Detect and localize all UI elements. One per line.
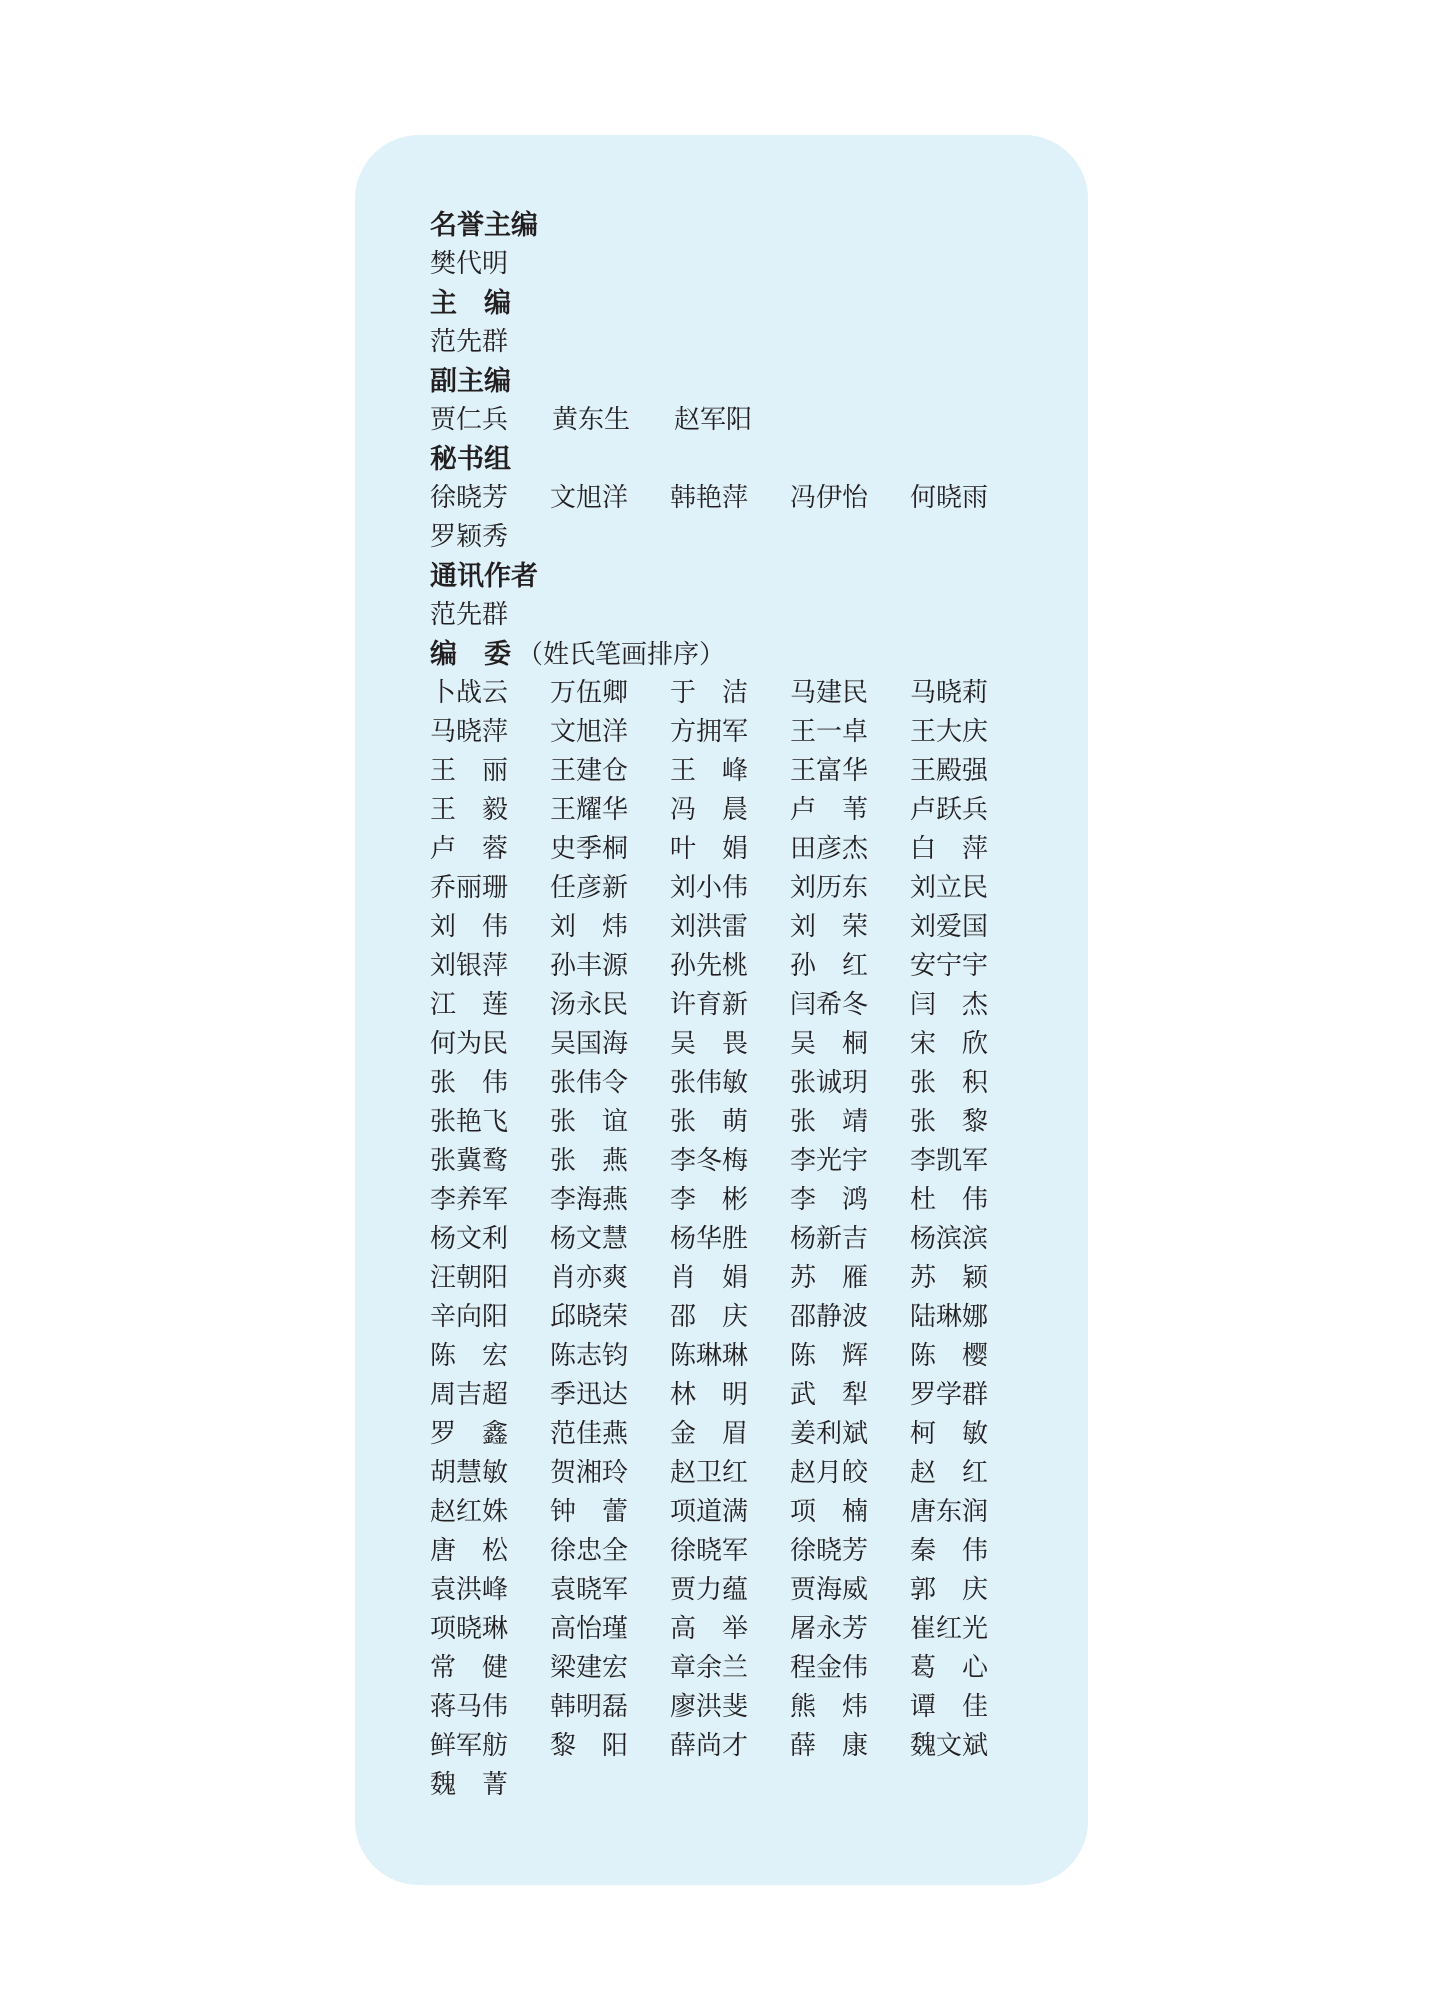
member-name: 陆琳娜 (910, 1302, 989, 1332)
member-name: 刘银萍 (430, 951, 509, 981)
member-name: 张诚玥 (790, 1068, 869, 1098)
member-name: 赵红姝 (430, 1497, 509, 1527)
member-name: 梁建宏 (550, 1653, 629, 1683)
member-name: 李 鸿 (790, 1185, 869, 1215)
member-name: 高 举 (670, 1614, 749, 1644)
name-row (430, 1532, 1030, 1571)
member-name: 张 燕 (550, 1146, 629, 1176)
member-name: 张艳飞 (430, 1107, 509, 1137)
member-name: 钟 蕾 (550, 1497, 629, 1527)
member-name: 章余兰 (670, 1653, 749, 1683)
member-name: 安宁宇 (910, 951, 989, 981)
section-heading (430, 284, 1030, 323)
member-name: 张 黎 (910, 1107, 989, 1137)
member-name: 薛 康 (790, 1731, 869, 1761)
member-name: 崔红光 (910, 1614, 989, 1644)
member-name: 袁晓军 (550, 1575, 629, 1605)
member-name: 陈 宏 (430, 1341, 509, 1371)
member-name: 杨新吉 (790, 1224, 869, 1254)
section-heading (430, 440, 1030, 479)
member-name: 徐忠全 (550, 1536, 629, 1566)
member-name: 王建仓 (550, 756, 629, 786)
member-name: 王大庆 (910, 717, 989, 747)
member-name: 邵静波 (790, 1302, 869, 1332)
member-name: 鲜军舫 (430, 1731, 509, 1761)
member-name: 卜战云 (430, 678, 509, 708)
member-name: 陈 辉 (790, 1341, 869, 1371)
member-name: 孙丰源 (550, 951, 629, 981)
section-title: 主 编 (430, 288, 511, 319)
member-name: 谭 佳 (910, 1692, 989, 1722)
member-name: 贾仁兵 (430, 405, 509, 435)
member-name: 方拥军 (670, 717, 749, 747)
member-name: 张 萌 (670, 1107, 749, 1137)
member-name: 何晓雨 (910, 483, 989, 513)
member-name: 肖 娟 (670, 1263, 749, 1293)
member-name: 范先群 (430, 600, 509, 630)
member-name: 刘小伟 (670, 873, 749, 903)
name-row (430, 1454, 1030, 1493)
member-name: 刘 荣 (790, 912, 869, 942)
member-name: 项 楠 (790, 1497, 869, 1527)
member-name: 李 彬 (670, 1185, 749, 1215)
name-row (430, 401, 1030, 440)
member-name: 蒋马伟 (430, 1692, 509, 1722)
name-row (430, 1649, 1030, 1688)
member-name: 何为民 (430, 1029, 509, 1059)
member-name: 葛 心 (910, 1653, 989, 1683)
member-name: 杨华胜 (670, 1224, 749, 1254)
name-row (430, 1688, 1030, 1727)
member-name: 李凯军 (910, 1146, 989, 1176)
name-row (430, 479, 1030, 518)
member-name: 周吉超 (430, 1380, 509, 1410)
member-name: 罗 鑫 (430, 1419, 509, 1449)
member-name: 刘爱国 (910, 912, 989, 942)
member-name: 王富华 (790, 756, 869, 786)
member-name: 贾力蕴 (670, 1575, 749, 1605)
section-title: 通讯作者 (430, 561, 538, 592)
section-title: 名誉主编 (430, 210, 538, 241)
member-name: 马晓莉 (910, 678, 989, 708)
member-name: 陈琳琳 (670, 1341, 749, 1371)
member-name: 吴 畏 (670, 1029, 749, 1059)
member-name: 项道满 (670, 1497, 749, 1527)
section-title: 编 委 (430, 639, 511, 670)
member-name: 李养军 (430, 1185, 509, 1215)
member-name: 张 谊 (550, 1107, 629, 1137)
member-name: 胡慧敏 (430, 1458, 509, 1488)
member-name: 韩艳萍 (670, 483, 749, 513)
member-name: 廖洪斐 (670, 1692, 749, 1722)
member-name: 李光宇 (790, 1146, 869, 1176)
member-name: 赵月皎 (790, 1458, 869, 1488)
name-row (430, 1766, 1030, 1805)
member-name: 贾海威 (790, 1575, 869, 1605)
member-name: 苏 雁 (790, 1263, 869, 1293)
member-name: 邱晓荣 (550, 1302, 629, 1332)
member-name: 金 眉 (670, 1419, 749, 1449)
name-row (430, 518, 1030, 557)
member-name: 张伟敏 (670, 1068, 749, 1098)
member-name: 贺湘玲 (550, 1458, 629, 1488)
member-name: 徐晓芳 (790, 1536, 869, 1566)
member-name: 汤永民 (550, 990, 629, 1020)
name-row (430, 830, 1030, 869)
member-name: 秦 伟 (910, 1536, 989, 1566)
member-name: 陈志钧 (550, 1341, 629, 1371)
section-title: 副主编 (430, 366, 511, 397)
name-row (430, 869, 1030, 908)
member-name: 刘 伟 (430, 912, 509, 942)
name-row (430, 1181, 1030, 1220)
member-name: 高怡瑾 (550, 1614, 629, 1644)
name-row (430, 1493, 1030, 1532)
member-name: 王 峰 (670, 756, 749, 786)
member-name: 吴 桐 (790, 1029, 869, 1059)
member-name: 杨文利 (430, 1224, 509, 1254)
member-name: 文旭洋 (550, 717, 629, 747)
member-name: 刘洪雷 (670, 912, 749, 942)
member-name: 徐晓芳 (430, 483, 509, 513)
member-name: 张 积 (910, 1068, 989, 1098)
member-name: 王殿强 (910, 756, 989, 786)
name-row (430, 1220, 1030, 1259)
member-name: 徐晓军 (670, 1536, 749, 1566)
member-name: 李海燕 (550, 1185, 629, 1215)
name-row (430, 1298, 1030, 1337)
member-name: 江 莲 (430, 990, 509, 1020)
section-heading (430, 362, 1030, 401)
member-name: 屠永芳 (790, 1614, 869, 1644)
name-row (430, 1727, 1030, 1766)
member-name: 程金伟 (790, 1653, 869, 1683)
member-name: 万伍卿 (550, 678, 629, 708)
member-name: 黎 阳 (550, 1731, 629, 1761)
member-name: 魏 菁 (430, 1770, 509, 1800)
member-name: 范先群 (430, 327, 509, 357)
member-name: 卢 蓉 (430, 834, 509, 864)
member-name: 马晓萍 (430, 717, 509, 747)
member-name: 张 靖 (790, 1107, 869, 1137)
member-name: 王一卓 (790, 717, 869, 747)
name-row (430, 1415, 1030, 1454)
member-name: 项晓琳 (430, 1614, 509, 1644)
name-row (430, 1142, 1030, 1181)
member-name: 李冬梅 (670, 1146, 749, 1176)
name-row (430, 1103, 1030, 1142)
member-name: 张冀鹜 (430, 1146, 509, 1176)
member-name: 肖亦爽 (550, 1263, 629, 1293)
member-name: 叶 娟 (670, 834, 749, 864)
member-name: 刘立民 (910, 873, 989, 903)
name-row (430, 713, 1030, 752)
member-name: 赵军阳 (674, 405, 753, 435)
member-name: 孙 红 (790, 951, 869, 981)
member-name: 郭 庆 (910, 1575, 989, 1605)
name-row (430, 752, 1030, 791)
member-name: 白 萍 (910, 834, 989, 864)
name-row (430, 596, 1030, 635)
member-name: 卢 苇 (790, 795, 869, 825)
member-name: 乔丽珊 (430, 873, 509, 903)
member-name: 王 丽 (430, 756, 509, 786)
member-name: 张伟令 (550, 1068, 629, 1098)
name-row (430, 1610, 1030, 1649)
editorial-board-list (430, 206, 1030, 1805)
member-name: 于 洁 (670, 678, 749, 708)
member-name: 赵 红 (910, 1458, 989, 1488)
member-name: 唐 松 (430, 1536, 509, 1566)
name-row (430, 1259, 1030, 1298)
member-name: 苏 颖 (910, 1263, 989, 1293)
name-row (430, 908, 1030, 947)
member-name: 刘历东 (790, 873, 869, 903)
member-name: 吴国海 (550, 1029, 629, 1059)
member-name: 文旭洋 (550, 483, 629, 513)
section-heading (430, 635, 1030, 674)
name-row (430, 791, 1030, 830)
member-name: 孙先桃 (670, 951, 749, 981)
section-title: 秘书组 (430, 444, 511, 475)
member-name: 冯伊怡 (790, 483, 869, 513)
member-name: 范佳燕 (550, 1419, 629, 1449)
name-row (430, 1337, 1030, 1376)
member-name: 魏文斌 (910, 1731, 989, 1761)
member-name: 许育新 (670, 990, 749, 1020)
member-name: 樊代明 (430, 249, 509, 279)
member-name: 辛向阳 (430, 1302, 509, 1332)
member-name: 林 明 (670, 1380, 749, 1410)
member-name: 薛尚才 (670, 1731, 749, 1761)
member-name: 杨滨滨 (910, 1224, 989, 1254)
name-row (430, 1376, 1030, 1415)
member-name: 熊 炜 (790, 1692, 869, 1722)
name-row (430, 674, 1030, 713)
member-name: 史季桐 (550, 834, 629, 864)
member-name: 罗学群 (910, 1380, 989, 1410)
member-name: 汪朝阳 (430, 1263, 509, 1293)
name-row (430, 947, 1030, 986)
name-row (430, 245, 1030, 284)
member-name: 常 健 (430, 1653, 509, 1683)
member-name: 任彦新 (550, 873, 629, 903)
member-name: 邵 庆 (670, 1302, 749, 1332)
member-name: 唐东润 (910, 1497, 989, 1527)
name-row (430, 1025, 1030, 1064)
name-row (430, 1064, 1030, 1103)
member-name: 闫 杰 (910, 990, 989, 1020)
member-name: 姜利斌 (790, 1419, 869, 1449)
section-heading (430, 206, 1030, 245)
member-name: 刘 炜 (550, 912, 629, 942)
member-name: 赵卫红 (670, 1458, 749, 1488)
member-name: 杜 伟 (910, 1185, 989, 1215)
section-note: （姓氏笔画排序） (517, 640, 726, 670)
member-name: 武 犁 (790, 1380, 869, 1410)
member-name: 卢跃兵 (910, 795, 989, 825)
member-name: 韩明磊 (550, 1692, 629, 1722)
member-name: 王耀华 (550, 795, 629, 825)
member-name: 杨文慧 (550, 1224, 629, 1254)
member-name: 季迅达 (550, 1380, 629, 1410)
member-name: 袁洪峰 (430, 1575, 509, 1605)
member-name: 黄东生 (552, 405, 631, 435)
member-name: 马建民 (790, 678, 869, 708)
member-name: 柯 敏 (910, 1419, 989, 1449)
member-name: 张 伟 (430, 1068, 509, 1098)
member-name: 宋 欣 (910, 1029, 989, 1059)
member-name: 冯 晨 (670, 795, 749, 825)
member-name: 陈 樱 (910, 1341, 989, 1371)
member-name: 闫希冬 (790, 990, 869, 1020)
name-row (430, 1571, 1030, 1610)
member-name: 田彦杰 (790, 834, 869, 864)
member-name: 罗颖秀 (430, 522, 509, 552)
member-name: 王 毅 (430, 795, 509, 825)
section-heading (430, 557, 1030, 596)
name-row (430, 986, 1030, 1025)
name-row (430, 323, 1030, 362)
